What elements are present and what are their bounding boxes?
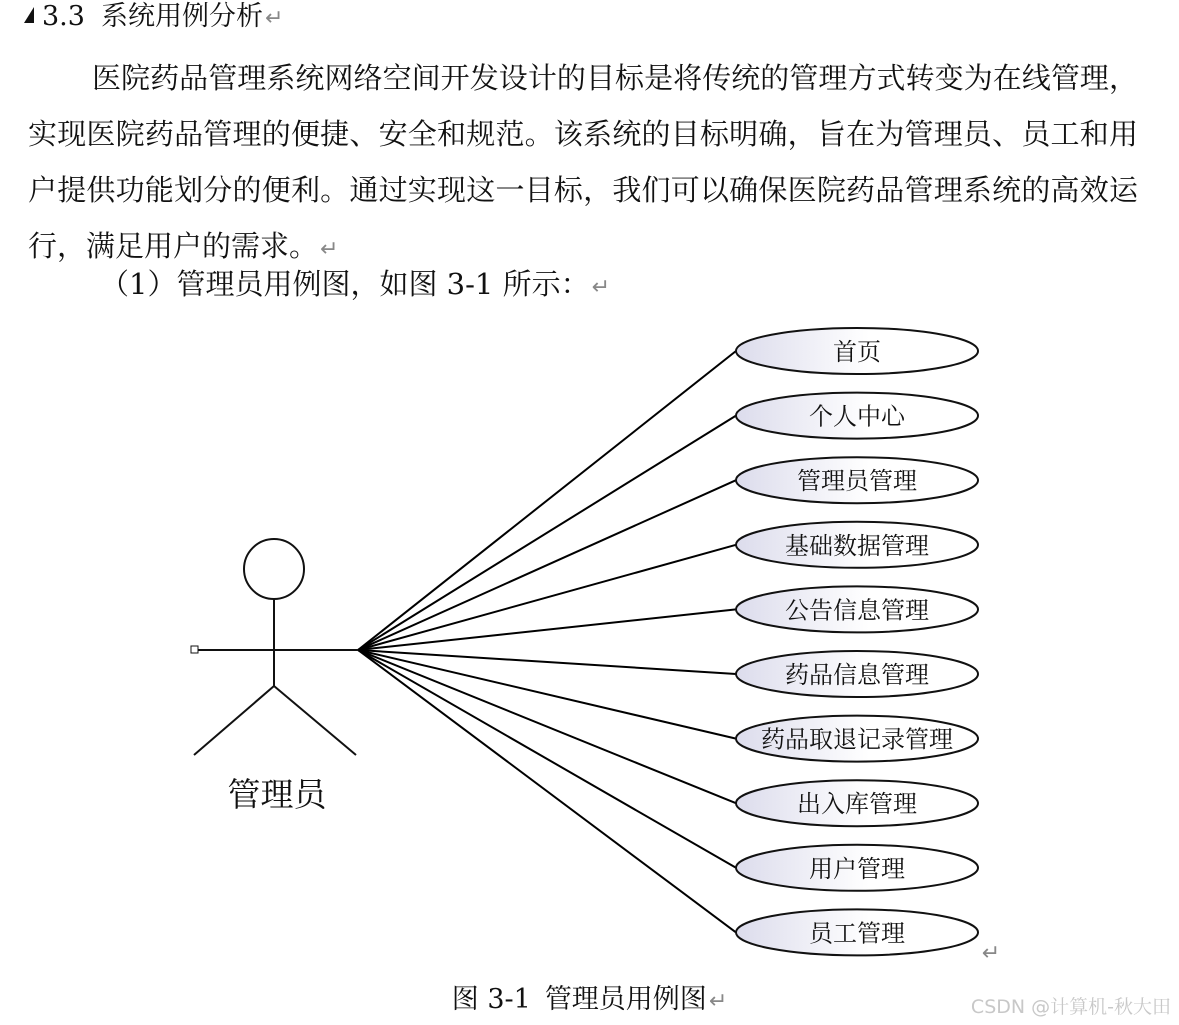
use-case-label: 个人中心 bbox=[809, 402, 905, 431]
association-line bbox=[358, 650, 736, 803]
use-case-label: 员工管理 bbox=[809, 919, 905, 948]
association-lines bbox=[358, 351, 736, 932]
use-case-label: 基础数据管理 bbox=[785, 531, 929, 560]
use-case bbox=[736, 328, 978, 374]
body-paragraph-text: 医院药品管理系统网络空间开发设计的目标是将传统的管理方式转变为在线管理，实现医院药品管理的便捷、安全和规范。该系统的目标明确，旨在为管理员、员工和用户提供功能划分的便利。通过实现这一目标，我们可以确保医院药品管理系统的高效运行，满足用户的需求。 bbox=[28, 61, 1138, 263]
intro-line-text: （1）管理员用例图，如图 3-1 所示： bbox=[100, 267, 590, 301]
caption-number: 图 3-1 bbox=[451, 984, 531, 1015]
association-line bbox=[358, 650, 736, 674]
use-case bbox=[736, 909, 978, 955]
use-case-list bbox=[736, 328, 978, 955]
actor-figure bbox=[191, 539, 358, 755]
association-line bbox=[358, 650, 736, 932]
association-line bbox=[358, 351, 736, 650]
association-line bbox=[358, 650, 736, 739]
paragraph-mark-icon: ↵ bbox=[981, 941, 1001, 966]
use-case-label: 首页 bbox=[833, 338, 881, 366]
use-case-label: 出入库管理 bbox=[797, 790, 917, 819]
use-case bbox=[736, 651, 978, 697]
association-line bbox=[358, 650, 736, 868]
use-case bbox=[736, 780, 978, 826]
association-line bbox=[358, 480, 736, 650]
use-case-label: 用户管理 bbox=[809, 854, 905, 883]
paragraph-mark-icon: ↵ bbox=[320, 237, 339, 262]
use-case-label: 管理员管理 bbox=[797, 467, 917, 496]
paragraph-mark-icon: ↵ bbox=[708, 989, 728, 1014]
section-title: 系统用例分析 bbox=[100, 1, 263, 32]
use-case-label: 药品取退记录管理 bbox=[761, 725, 953, 754]
use-case bbox=[736, 457, 978, 503]
paragraph-mark-icon: ↵ bbox=[591, 275, 611, 300]
section-number: 3.3 bbox=[42, 1, 85, 32]
association-line bbox=[358, 545, 736, 650]
use-case-label: 药品信息管理 bbox=[785, 661, 929, 689]
use-case bbox=[736, 716, 978, 762]
use-case bbox=[736, 393, 978, 439]
caption-title: 管理员用例图 bbox=[544, 984, 707, 1015]
paragraph-mark-icon: ↵ bbox=[264, 6, 284, 31]
use-case bbox=[736, 845, 978, 891]
use-case bbox=[736, 522, 978, 568]
actor-right-leg bbox=[274, 686, 356, 755]
actor-label: 管理员 bbox=[227, 775, 327, 814]
actor-handle bbox=[191, 646, 198, 653]
use-case bbox=[736, 586, 978, 632]
actor-head bbox=[244, 539, 304, 599]
actor-left-leg bbox=[194, 686, 274, 755]
use-case-label: 公告信息管理 bbox=[785, 596, 929, 625]
watermark: CSDN @计算机-秋大田 bbox=[970, 996, 1171, 1018]
